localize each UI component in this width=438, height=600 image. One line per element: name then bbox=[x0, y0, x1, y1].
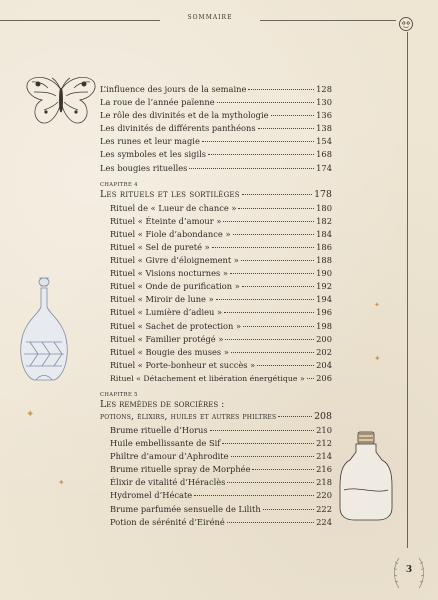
toc-entry[interactable]: Élixir de vitalité d’Héraclès 218 bbox=[110, 477, 332, 488]
header-rule-left bbox=[0, 20, 160, 21]
toc-entry[interactable]: Les symboles et les sigils 168 bbox=[100, 149, 332, 160]
toc-entry[interactable]: Rituel « Lumière d’adieu » 196 bbox=[110, 307, 332, 318]
toc-entry[interactable]: Les divinités de différents panthéons 138 bbox=[100, 123, 332, 134]
sparkle-icon: ✦ bbox=[58, 478, 65, 487]
toc-entry[interactable]: Potion de sérénité d’Eiréné 224 bbox=[110, 516, 332, 527]
page-header-title: SOMMAIRE bbox=[187, 14, 233, 21]
page-number: 3 bbox=[405, 565, 413, 575]
chapter-4-label: CHAPITRE 4 bbox=[100, 181, 138, 188]
toc-entry[interactable]: Rituel « Détachement et libération énergétique » 206 bbox=[110, 372, 332, 383]
sparkle-icon: ✦ bbox=[374, 354, 381, 363]
right-frame-rule bbox=[407, 32, 408, 548]
toc-entry[interactable]: La roue de l’année païenne 130 bbox=[100, 97, 332, 108]
sparkle-icon: ✦ bbox=[374, 301, 380, 309]
chapter-5-title[interactable]: potions, élixirs, huiles et autres philtres 208 bbox=[100, 410, 332, 422]
toc-entry[interactable]: Rituel « Miroir de lune » 194 bbox=[110, 294, 332, 305]
toc-entry[interactable]: Rituel « Porte-bonheur et succès » 204 bbox=[110, 359, 332, 370]
toc-entry[interactable]: Brume rituelle spray de Morphée 216 bbox=[110, 464, 332, 475]
chapter-4-title[interactable]: Les rituels et les sortilèges 178 bbox=[100, 188, 332, 200]
toc-entry[interactable]: Les runes et leur magie 154 bbox=[100, 136, 332, 147]
toc-entry[interactable]: Rituel « Fiole d’abondance » 184 bbox=[110, 228, 332, 239]
crystal-decanter-illustration bbox=[12, 276, 76, 386]
toc-entry[interactable]: Rituel « Sel de pureté » 186 bbox=[110, 241, 332, 252]
chapter-5-title-line-1[interactable]: Les remèdes de sorcières : bbox=[100, 398, 225, 410]
toc-entry[interactable]: Rituel « Sachet de protection » 198 bbox=[110, 320, 332, 331]
toc-entry[interactable]: Rituel « Familier protégé » 200 bbox=[110, 333, 332, 344]
toc-entry[interactable]: Rituel « Onde de purification » 192 bbox=[110, 281, 332, 292]
cork-bottle-illustration bbox=[336, 430, 396, 522]
toc-entry[interactable]: Les bougies rituelles 174 bbox=[100, 162, 332, 173]
toc-entry[interactable]: Hydromel d’Hécate 220 bbox=[110, 490, 332, 501]
toc-entry[interactable]: Rituel « Visions nocturnes » 190 bbox=[110, 268, 332, 279]
sparkle-icon: ✦ bbox=[26, 409, 35, 420]
page-number-badge bbox=[389, 548, 429, 592]
toc-entry[interactable]: Rituel « Éteinte d’amour » 182 bbox=[110, 215, 332, 226]
toc-entry[interactable]: L’influence des jours de la semaine 128 bbox=[100, 84, 332, 94]
moon-seal-icon bbox=[398, 16, 414, 32]
header-rule-right bbox=[260, 20, 396, 21]
toc-entry[interactable]: Rituel « Bougie des muses » 202 bbox=[110, 346, 332, 357]
toc-entry[interactable]: Huile embellissante de Sif 212 bbox=[110, 438, 332, 449]
butterfly-illustration bbox=[24, 72, 98, 132]
toc-entry[interactable]: Le rôle des divinités et de la mythologie 136 bbox=[100, 110, 332, 121]
toc-entry[interactable]: Rituel de « Lueur de chance » 180 bbox=[110, 202, 332, 213]
toc-entry[interactable]: Philtre d’amour d’Aphrodite 214 bbox=[110, 451, 332, 462]
table-of-contents bbox=[100, 84, 332, 530]
toc-entry[interactable]: Rituel « Givre d’éloignement » 188 bbox=[110, 255, 332, 266]
chapter-5-label: CHAPITRE 5 bbox=[100, 391, 138, 398]
toc-entry[interactable]: Brume parfumée sensuelle de Lilith 222 bbox=[110, 503, 332, 514]
toc-entry[interactable]: Brume rituelle d’Horus 210 bbox=[110, 424, 332, 435]
